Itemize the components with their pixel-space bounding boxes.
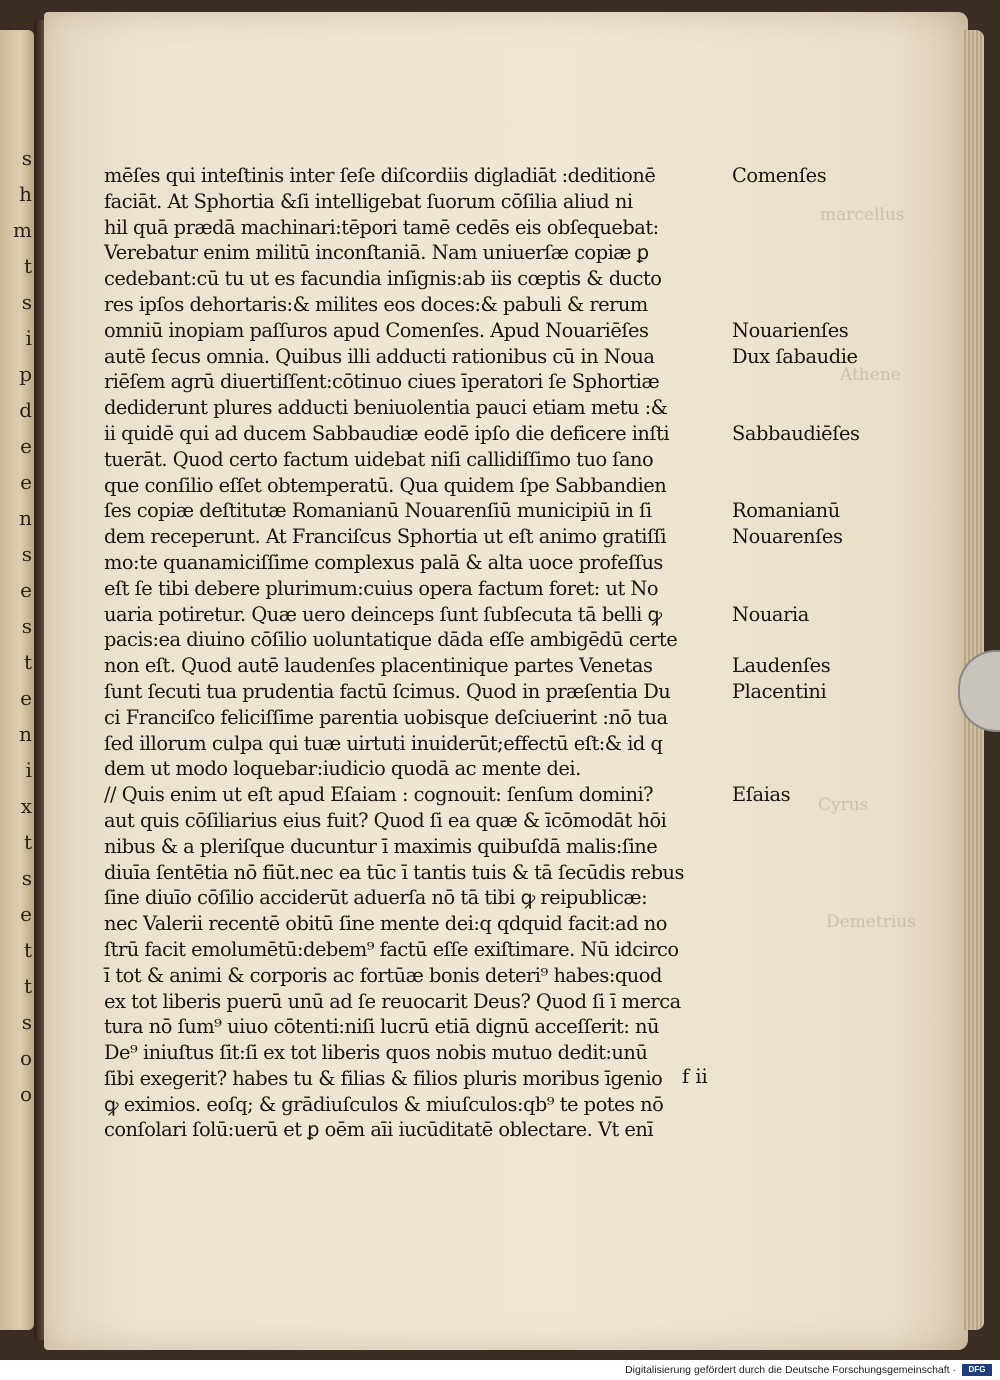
show-through-text: Demetrius	[826, 912, 916, 932]
left-page-characters	[2, 140, 32, 1112]
text-line: dem ut modo loquebar:iudicio quodā ac mente dei.	[104, 757, 581, 781]
dfg-logo: DFG	[962, 1364, 992, 1376]
left-page-char: t	[23, 254, 32, 278]
text-line: autē ſecus omnia. Quibus illi adducti rationibus cū in Noua	[104, 344, 655, 368]
text-line: ſtrū facit emolumētū:debem⁹ factū eſſe exiſtimare. Nū idcirco	[104, 937, 679, 961]
text-line: aut quis cōſiliarius eius fuit? Quod ſi ea quæ & īcōmodāt hōi	[104, 808, 667, 832]
left-page-char: n	[19, 506, 32, 530]
left-page-char: p	[19, 362, 32, 386]
marginal-note: Laudenſes	[732, 654, 831, 678]
text-line: ſed illorum culpa qui tuæ uirtuti inuiderūt;effectū eſt:& id q	[104, 731, 663, 755]
marginal-note: Nouaria	[732, 602, 809, 626]
text-line: ci Franciſco feliciſſime parentia uobisque deſciuerint :nō tua	[104, 705, 668, 729]
text-line: nibus & a pleriſque ducuntur ī maximis quibuſdā malis:ſine	[104, 834, 658, 858]
text-line: dem receperunt. At Franciſcus Sphortia ut eſt animo gratiſſi	[104, 525, 667, 549]
text-line: tura nō ſum⁹ uiuo cōtenti:niſi lucrū etiā dignū acceſſerit: nū	[104, 1015, 660, 1039]
text-line: Verebatur enim militū inconſtaniā. Nam uniuerſæ copiæ ꝑ	[104, 241, 649, 265]
text-line: diuīa ſentētia nō fiūt.nec ea tūc ī tantis tuis & tā ſecūdis rebus	[104, 860, 684, 884]
text-line: non eſt. Quod autē laudenſes placentinique partes Venetas	[104, 654, 653, 678]
show-through-text: Cyrus	[818, 795, 869, 815]
signature-mark: f ii	[682, 1065, 708, 1088]
text-line: pacis:ea diuino cōſilio uoluntatique dāda eſſe ambigēdū certe	[104, 628, 678, 652]
left-page-char: e	[20, 470, 32, 494]
text-line: dediderunt plures adducti beniuolentia pauci etiam metu :&	[104, 396, 668, 420]
text-line: conſolari ſolū:uerū et ꝑ oēm aīi iucūditatē oblectare. Vt enī	[104, 1118, 654, 1142]
marginal-note: Placentini	[732, 680, 827, 703]
left-page-char: s	[21, 542, 32, 566]
show-through-text: marcellus	[820, 205, 905, 225]
text-line: riēſem agrū diuertiſſent:cōtinuo ciues īperatori ſe Sphortiæ	[104, 370, 660, 394]
marginal-note: Sabbaudiēſes	[732, 422, 860, 445]
text-line: ſunt ſecuti tua prudentia factū ſcimus. Quod in præſentia Du	[104, 679, 671, 703]
left-page-char: s	[21, 614, 32, 638]
left-page-char: x	[20, 794, 32, 818]
left-page-char: s	[21, 146, 32, 170]
text-line: ꝙ eximios. eoſq; & grādiuſculos & miuſculos:qb⁹ te potes nō	[104, 1092, 664, 1116]
text-line: ii quidē qui ad ducem Sabbaudiæ eodē ipſo die deficere inſti	[104, 421, 670, 445]
left-page-char: e	[20, 578, 32, 602]
digitization-credit: Digitalisierung gefördert durch die Deutsche Forschungsgemeinschaft ·	[625, 1364, 956, 1376]
show-through-text: Athene	[840, 365, 901, 385]
text-line: mēſes qui inteſtinis inter ſeſe diſcordiis digladiāt :deditionē	[104, 164, 656, 187]
left-page-char: h	[19, 182, 32, 206]
left-page-fragment	[0, 30, 34, 1330]
text-line: mo:te quanamiciſſime complexus palā & alta uoce profeſſus	[104, 550, 663, 574]
left-page-char: o	[19, 1046, 32, 1070]
text-line: res ipſos dehortaris:& milites eos doces:& pabuli & rerum	[104, 292, 648, 316]
left-page-char: e	[20, 686, 32, 710]
text-line: ex tot liberis puerū unū ad ſe reuocarit Deus? Quod ſi ī merca	[104, 989, 681, 1013]
text-line: uaria potiretur. Quæ uero deinceps ſunt ſubſecuta tā belli ꝙ	[104, 602, 662, 626]
text-line: ſes copiæ deſtitutæ Romanianū Nouarenſiū municipiū in ſi	[104, 499, 652, 523]
text-line: cedebant:cū tu ut es facundia inſignis:ab iis cœptis & ducto	[104, 267, 662, 291]
left-page-char: s	[21, 866, 32, 890]
marginal-note: Nouarienſes	[732, 318, 849, 342]
marginal-note: Romanianū	[732, 499, 840, 523]
text-line: hil quā prædā machinari:tēpori tamē cedēs eis obſequebat:	[104, 215, 659, 239]
marginal-note: Nouarenſes	[732, 525, 843, 549]
marginal-note: Eſaias	[732, 783, 791, 807]
text-line: ſine diuīo cōſilio acciderūt aduerſa nō tā tibi ꝙ reipublicæ:	[104, 886, 648, 910]
main-text-column	[104, 163, 734, 1143]
left-page-char: i	[25, 326, 32, 350]
text-line: De⁹ iniuſtus ſit:ſi ex tot liberis quos nobis mutuo dedit:unū	[104, 1041, 648, 1065]
text-line: que conſilio eſſet obtemperatū. Qua quidem ſpe Sabbandien	[104, 473, 667, 497]
text-line: faciāt. At Sphortia &ſi intelligebat ſuorum cōſilia aliud ni	[104, 189, 633, 213]
left-page-char: s	[21, 1010, 32, 1034]
left-page-char: e	[20, 902, 32, 926]
left-page-char: t	[23, 830, 32, 854]
marginal-note: Dux ſabaudie	[732, 344, 858, 368]
left-page-char: t	[23, 974, 32, 998]
text-line: tuerāt. Quod certo factum uidebat niſi callidiſſimo tuo ſano	[104, 447, 654, 471]
left-page-char: i	[25, 758, 32, 782]
left-page-char: e	[20, 434, 32, 458]
left-page-char: t	[23, 938, 32, 962]
marginal-note: Comenſes	[732, 164, 827, 187]
left-page-char: o	[19, 1082, 32, 1106]
text-line: nec Valerii recentē obitū ſine mente dei:q qdquid facit:ad no	[104, 912, 667, 936]
left-page-char: n	[19, 722, 32, 746]
left-page-char: t	[23, 650, 32, 674]
text-line: // Quis enim ut eſt apud Eſaiam : cognouit: ſenſum domini?	[104, 783, 654, 807]
left-page-char: d	[19, 398, 32, 422]
text-line: ſibi exegerit? habes tu & filias & filios pluris moribus īgenio	[104, 1066, 663, 1090]
text-line: ī tot & animi & corporis ac fortūæ bonis deteri⁹ habes:quod	[104, 963, 662, 987]
text-line: omniū inopiam paſſuros apud Comenſes. Apud Nouariēſes	[104, 318, 649, 342]
left-page-char: s	[21, 290, 32, 314]
text-line: eſt ſe tibi debere plurimum:cuius opera factum foret: ut No	[104, 576, 659, 600]
left-page-char: m	[13, 218, 32, 242]
